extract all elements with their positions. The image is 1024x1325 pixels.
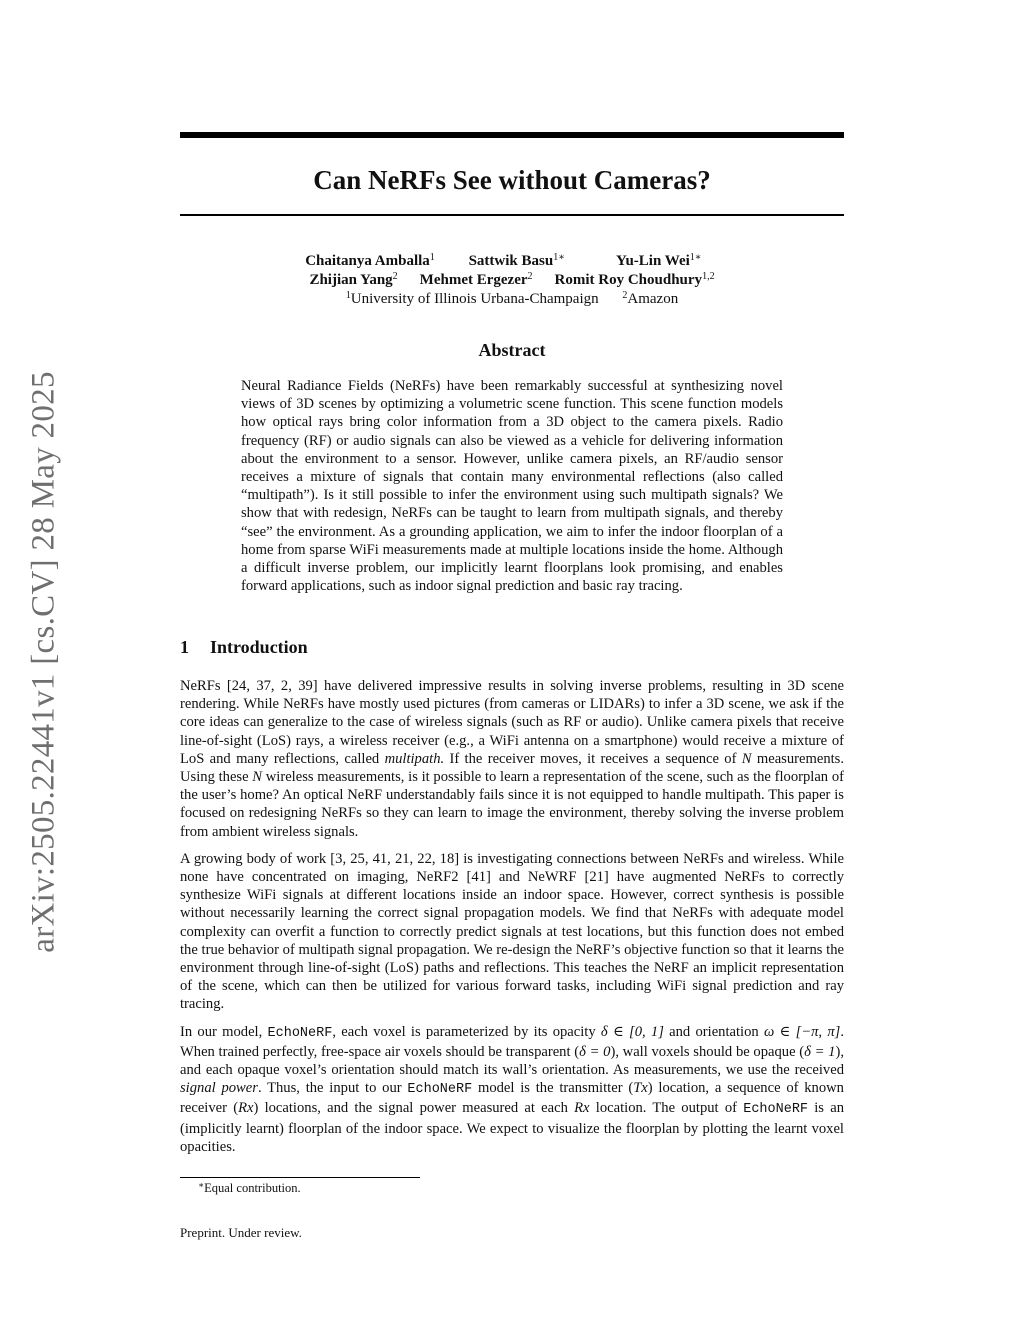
paragraph: In our model, EchoNeRF, each voxel is parameterized by its opacity δ ∈ [0, 1] and orientation ω ∈ [−π, π]. When trained perfectly, free-space air voxels should be transparent (δ = 0), wall voxels should be opaque (δ = 1), and each opaque voxel’s orientation should match its wall’s orientation. As measurements, we use the received signal power. Thus, the input to our EchoNeRF model is the transmitter (Tx) location, a sequence of known receiver (Rx) locations, and the signal power measured at each Rx location. The output of EchoNeRF is an (implicitly learnt) floorplan of the indoor space. We expect to visualize the floorplan by plotting the learnt voxel opacities. — [180, 1023, 844, 1155]
title-bottom-rule — [180, 214, 844, 216]
section-heading-introduction — [180, 634, 844, 660]
abstract-text: Neural Radiance Fields (NeRFs) have been remarkably successful at synthesizing novel views of 3D scenes by optimizing a volumetric scene function. This scene function models how optical rays bring color information from a 3D object to the camera pixels. Radio frequency (RF) or audio signals can also be viewed as a vehicle for delivering information about the environment to a sensor. However, unlike camera pixels, an RF/audio sensor receives a mixture of signals that contain many environmental reflections (also called “multipath”). Is it still possible to infer the environment using such multipath signals? We show that with redesign, NeRFs can be taught to learn from multipath signals, and thereby “see” the environment. As a grounding application, we aim to infer the indoor floorplan of a home from sparse WiFi measurements made at multiple locations inside the home. Although a difficult inverse problem, our implicitly learnt floorplans look promising, and enables forward applications, such as indoor signal prediction and basic ray tracing. — [241, 378, 783, 595]
introduction-body — [180, 677, 844, 1165]
abstract-heading: Abstract — [478, 340, 546, 360]
footnote: ∗Equal contribution. — [198, 1180, 301, 1195]
preprint-notice: Preprint. Under review. — [180, 1225, 302, 1240]
section-number: 1 — [180, 637, 189, 657]
affiliation: $^1$University of Illinois Urbana-Champaign — [345, 290, 599, 307]
paragraph: NeRFs [24, 37, 2, 39] have delivered impressive results in solving inverse problems, resulting in 3D scene rendering. While NeRFs have mostly used pictures (from cameras or LIDARs) to infer a 3D scene, we ask if the core ideas can generalize to the case of wireless signals (such as RF or audio). Unlike camera pixels that receive line-of-sight (LoS) rays, a wireless receiver (e.g., a WiFi antenna on a smartphone) would receive a mixture of LoS and many reflections, called multipath. If the receiver moves, it receives a sequence of N measurements. Using these N wireless measurements, is it possible to learn a representation of the scene, such as the floorplan of the user’s home? An optical NeRF understandably fails since it is not equipped to handle multipath. This paper is focused on redesigning NeRFs so they can learn to image the environment, thereby solving the inverse problem from ambient wireless signals. — [180, 678, 844, 840]
section-title: Introduction — [210, 637, 308, 657]
affiliations — [180, 290, 844, 309]
author-name: Chaitanya Amballa$^1$ — [305, 252, 435, 269]
author-row-2 — [180, 271, 844, 290]
author-name: Yu-Lin Wei$^{1∗}$ — [616, 252, 702, 269]
paper-title: Can NeRFs See without Cameras? — [313, 165, 711, 195]
author-name: Sattwik Basu$^{1∗}$ — [468, 252, 565, 269]
author-row-1 — [180, 252, 844, 271]
author-name: Mehmet Ergezer$^2$ — [419, 271, 533, 288]
footnote-rule — [180, 1177, 420, 1178]
paragraph: A growing body of work [3, 25, 41, 21, 22, 18] is investigating connections between NeRFs and wireless. While none have concentrated on imaging, NeRF2 [41] and NeWRF [21] have augmented NeRFs to correctly synthesize WiFi signals at different locations inside an indoor space. However, correct synthesis is possible without necessarily learning the correct signal propagation models. We find that NeRFs with adequate model complexity can overfit a function to correctly predict signals at test locations, but this function does not embed the true behavior of multipath signal propagation. We re-design the NeRF’s objective function so that it learns the environment through line-of-sight (LoS) paths and reflections. This teaches the NeRF an implicit representation of the scene, which can then be utilized for various forward tasks, including WiFi signal prediction and ray tracing. — [180, 850, 844, 1013]
author-name: Zhijian Yang$^2$ — [309, 271, 398, 288]
affiliation: $^2$Amazon — [622, 290, 679, 307]
author-block — [180, 252, 844, 309]
arxiv-identifier: arXiv:2505.22441v1 [cs.CV] 28 May 2025 — [25, 371, 62, 953]
title-top-rule — [180, 132, 844, 138]
author-name: Romit Roy Choudhury$^{1,2}$ — [554, 271, 715, 288]
